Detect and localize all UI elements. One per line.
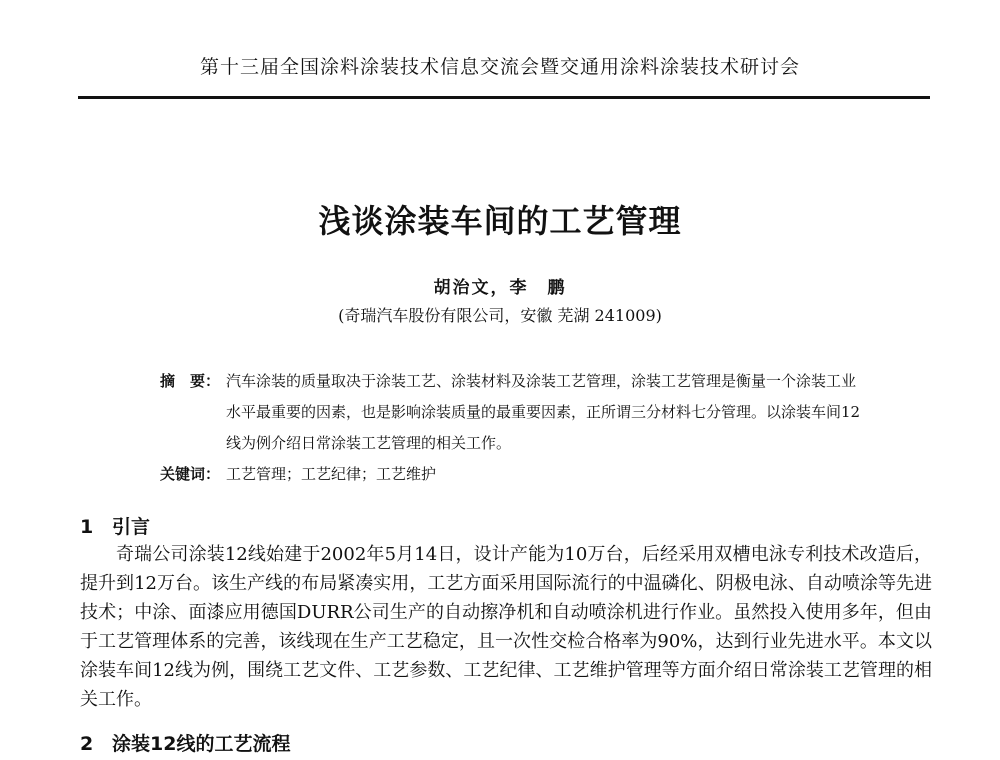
keywords-text: 工艺管理；工艺纪律；工艺维护: [226, 465, 437, 483]
abstract-label: 摘 要：: [160, 372, 221, 390]
section-heading-introduction: [80, 512, 150, 539]
section-number: 2: [80, 733, 94, 755]
abstract-text: 汽车涂装的质量取决于涂装工艺、涂装材料及涂装工艺管理，涂装工艺管理是衡量一个涂装工业水平最重要的因素，也是影响涂装质量的最重要因素，正所谓三分材料七分管理。以涂装车间12线为例介绍日常涂装工艺管理的相关工作。: [226, 372, 861, 452]
introduction-paragraph: 奇瑞公司涂装12线始建于2002年5月14日，设计产能为10万台，后经采用双槽电泳专利技术改造后，提升到12万台。该生产线的布局紧凑实用，工艺方面采用国际流行的中温磷化、阴极电泳、自动喷涂等先进技术；中涂、面漆应用德国DURR公司生产的自动擦净机和自动喷涂机进行作业。虽然投入使用多年，但由于工艺管理体系的完善，该线现在生产工艺稳定，且一次性交检合格率为90%，达到行业先进水平。本文以涂装车间12线为例，围绕工艺文件、工艺参数、工艺纪律、工艺维护管理等方面介绍日常涂装工艺管理的相关工作。: [80, 544, 932, 710]
abstract-block: [160, 366, 880, 490]
running-header: 第十三届全国涂料涂装技术信息交流会暨交通用涂料涂装技术研讨会: [199, 56, 800, 78]
section-heading-process-flow: [80, 729, 290, 756]
keywords-row: [160, 459, 880, 490]
abstract-row: [160, 366, 880, 459]
section-title: 引言: [112, 516, 151, 538]
section-number: 1: [80, 516, 94, 538]
keywords-label: 关键词：: [160, 465, 221, 483]
section-title: 涂装12线的工艺流程: [112, 733, 291, 755]
header-rule: [78, 96, 930, 99]
paper-affiliation: (奇瑞汽车股份有限公司，安徽 芜湖 241009): [338, 306, 662, 325]
paper-authors: 胡治文，李 鹏: [433, 278, 567, 298]
paper-title: 浅谈涂装车间的工艺管理: [318, 202, 682, 240]
